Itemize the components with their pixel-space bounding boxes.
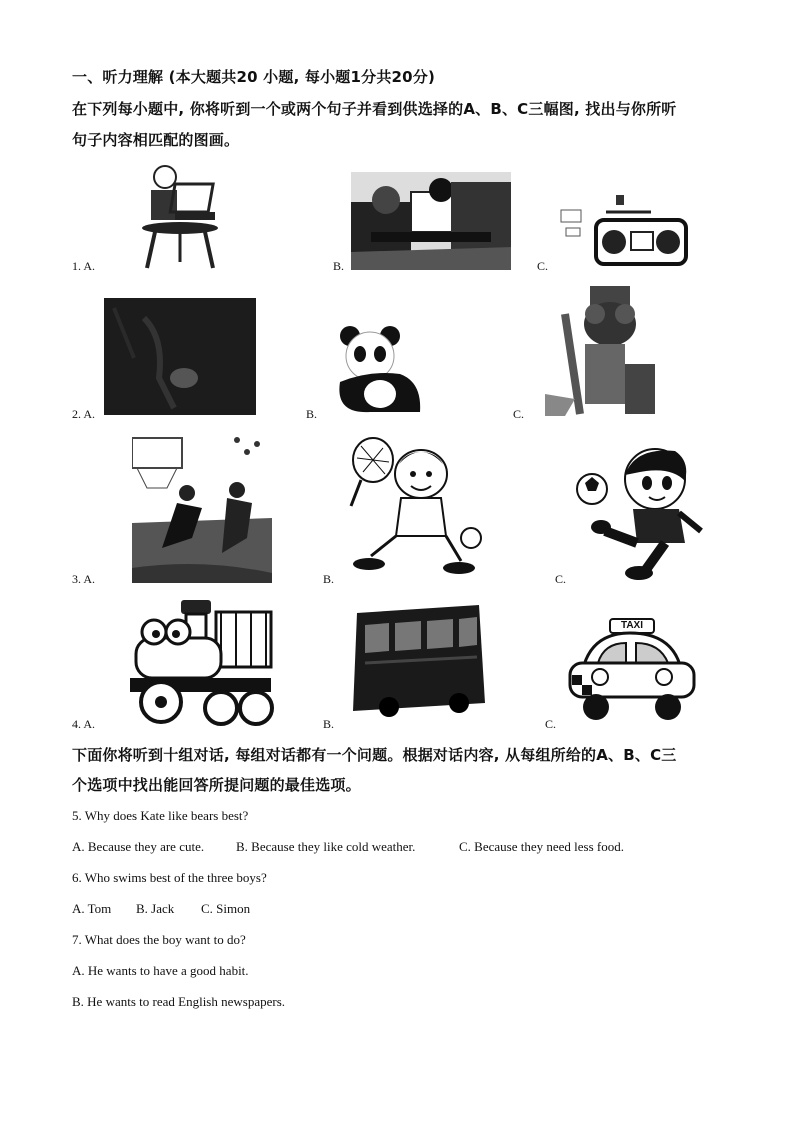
q1-label-a: 1. A. [72, 259, 96, 273]
q6-option-c: C. Simon [201, 901, 251, 916]
boy-computer-picture [135, 162, 225, 270]
tennis-boy-picture [341, 436, 501, 581]
bus-picture [349, 603, 487, 718]
football-boy-picture [575, 447, 705, 582]
q3-label-b: B. [323, 572, 335, 586]
children-reading-picture [351, 172, 511, 270]
q1-label-b: B. [333, 259, 345, 273]
section-heading: 一、听力理解 (本大题共20 小题, 每小题1分共20分) [72, 68, 436, 86]
q3-label-a: 3. A. [72, 572, 96, 586]
instruction-line-1: 在下列每小题中, 你将听到一个或两个句子并看到供选择的A、B、C三幅图, 找出与你所听 [72, 100, 677, 118]
instruction-line-2: 句子内容相匹配的图画。 [72, 131, 240, 149]
koala-picture [545, 284, 655, 416]
panda-picture [330, 322, 425, 414]
q6-stem: 6. Who swims best of the three boys? [72, 870, 267, 885]
q4-label-b: B. [323, 717, 335, 731]
taxi-sign-text: TAXI [620, 620, 644, 631]
radio-picture [556, 180, 691, 268]
q5-option-b: B. Because they like cold weather. [236, 839, 416, 854]
q1-label-c: C. [537, 259, 549, 273]
q6-option-b: B. Jack [136, 901, 175, 916]
q4-label-a: 4. A. [72, 717, 96, 731]
q7-option-b: B. He wants to read English newspapers. [72, 994, 286, 1009]
q5-stem: 5. Why does Kate like bears best? [72, 808, 249, 823]
q2-label-b: B. [306, 407, 318, 421]
q5-option-c: C. Because they need less food. [459, 839, 624, 854]
q2-label-c: C. [513, 407, 525, 421]
section2-instruction-line-2: 个选项中找出能回答所提问题的最佳选项。 [72, 776, 361, 794]
q3-label-c: C. [555, 572, 567, 586]
q7-stem: 7. What does the boy want to do? [72, 932, 246, 947]
q5-option-a: A. Because they are cute. [72, 839, 205, 854]
taxi-picture [564, 615, 699, 722]
section2-instruction-line-1: 下面你将听到十组对话, 每组对话都有一个问题。根据对话内容, 从每组所给的A、B、C三 [72, 746, 677, 764]
q6-option-a: A. Tom [72, 901, 112, 916]
q4-label-c: C. [545, 717, 557, 731]
basketball-picture [132, 428, 272, 583]
q7-option-a: A. He wants to have a good habit. [72, 963, 249, 978]
q2-label-a: 2. A. [72, 407, 96, 421]
dark-animal-picture [104, 298, 256, 415]
toy-train-picture [126, 598, 276, 728]
